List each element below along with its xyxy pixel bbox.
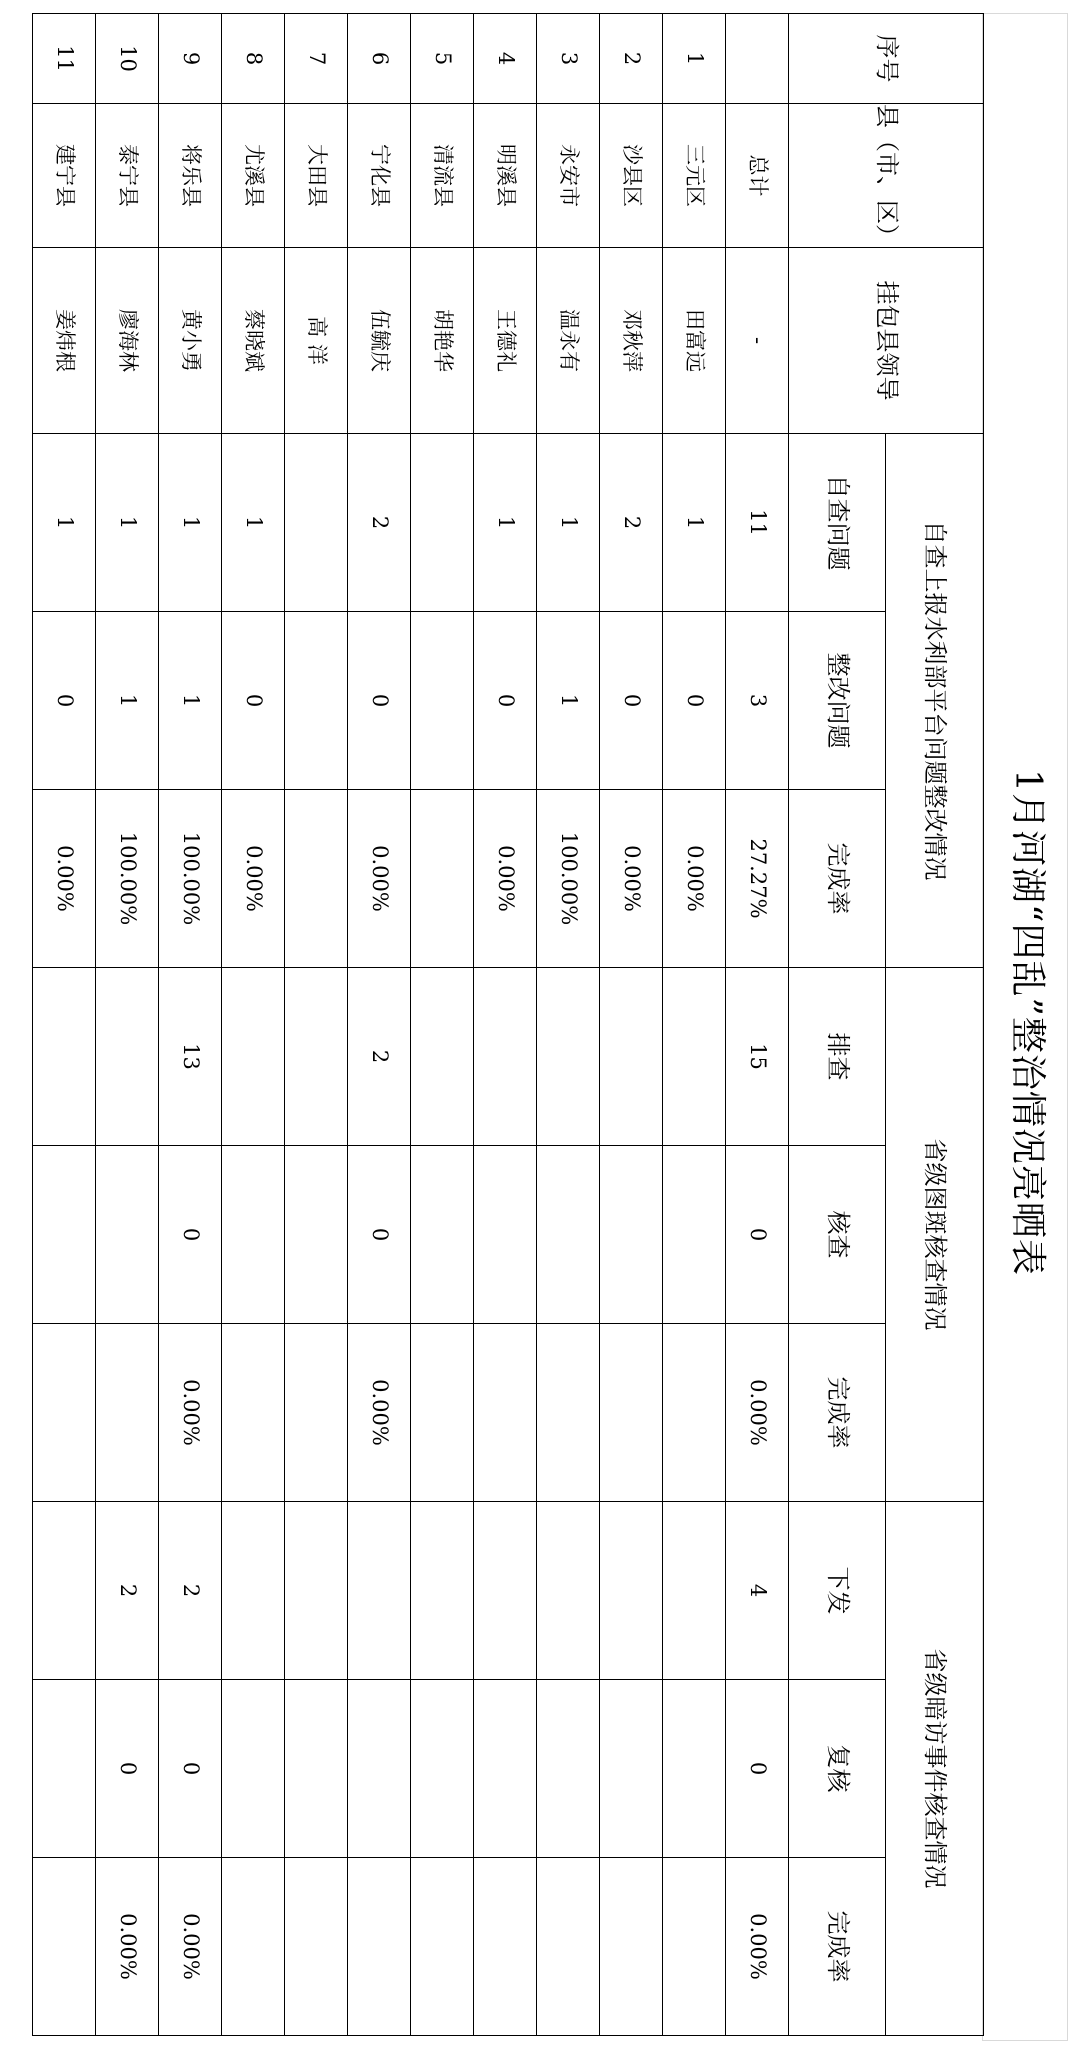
cell-value	[285, 434, 348, 612]
header-survey: 排查	[789, 968, 886, 1146]
cell-leader: 王德礼	[474, 248, 537, 434]
table-row	[537, 14, 600, 2036]
cell-value: 13	[159, 968, 222, 1146]
cell-county: 尤溪县	[222, 104, 285, 248]
cell-value: 100.00%	[96, 790, 159, 968]
cell-value	[285, 612, 348, 790]
cell-value	[33, 1324, 96, 1502]
cell-value: 15	[726, 968, 789, 1146]
cell-county: 明溪县	[474, 104, 537, 248]
cell-value	[33, 1502, 96, 1680]
cell-value: 4	[726, 1502, 789, 1680]
cell-value: 2	[96, 1502, 159, 1680]
cell-seq: 9	[159, 14, 222, 104]
cell-value	[663, 968, 726, 1146]
cell-value	[663, 1680, 726, 1858]
cell-value	[537, 1502, 600, 1680]
table-row	[411, 14, 474, 2036]
cell-value	[33, 1858, 96, 2036]
cell-leader: -	[726, 248, 789, 434]
table-row	[96, 14, 159, 2036]
cell-value	[411, 612, 474, 790]
cell-value: 0	[600, 612, 663, 790]
cell-value	[474, 1324, 537, 1502]
cell-value	[222, 1858, 285, 2036]
cell-county: 将乐县	[159, 104, 222, 248]
cell-value	[537, 1324, 600, 1502]
cell-value: 1	[537, 434, 600, 612]
cell-seq: 10	[96, 14, 159, 104]
cell-leader: 伍毓庆	[348, 248, 411, 434]
cell-value: 0	[159, 1146, 222, 1324]
header-group-spots: 省级图斑核查情况	[886, 968, 984, 1502]
cell-value	[600, 1502, 663, 1680]
cell-value	[285, 790, 348, 968]
cell-value	[411, 968, 474, 1146]
cell-seq: 2	[600, 14, 663, 104]
cell-value: 2	[159, 1502, 222, 1680]
cell-value	[285, 1324, 348, 1502]
table-body	[33, 14, 789, 2036]
cell-value	[600, 1858, 663, 2036]
header-seq: 序号	[789, 14, 984, 104]
cell-county: 宁化县	[348, 104, 411, 248]
cell-value	[96, 1324, 159, 1502]
header-county: 县（市、区）	[789, 104, 984, 248]
cell-seq: 6	[348, 14, 411, 104]
table-row	[348, 14, 411, 2036]
cell-value: 1	[159, 434, 222, 612]
header-verify: 核查	[789, 1146, 886, 1324]
cell-value: 11	[726, 434, 789, 612]
cell-value: 0	[726, 1680, 789, 1858]
cell-leader: 田富远	[663, 248, 726, 434]
cell-value	[411, 1324, 474, 1502]
cell-value: 2	[600, 434, 663, 612]
cell-value	[222, 1324, 285, 1502]
cell-value: 0.00%	[348, 1324, 411, 1502]
cell-value: 0.00%	[222, 790, 285, 968]
cell-value	[600, 1146, 663, 1324]
cell-value	[600, 1680, 663, 1858]
cell-value	[474, 1146, 537, 1324]
cell-value	[96, 1146, 159, 1324]
cell-county: 泰宁县	[96, 104, 159, 248]
cell-value: 0	[474, 612, 537, 790]
cell-leader: 黄小勇	[159, 248, 222, 434]
cell-value: 3	[726, 612, 789, 790]
cell-value: 0.00%	[348, 790, 411, 968]
cell-value: 2	[348, 968, 411, 1146]
header-rate: 完成率	[789, 1858, 886, 2036]
total-row	[726, 14, 789, 2036]
cell-value: 0.00%	[726, 1324, 789, 1502]
cell-value	[537, 1858, 600, 2036]
cell-value	[348, 1502, 411, 1680]
cell-value: 1	[474, 434, 537, 612]
cell-value: 1	[96, 434, 159, 612]
cell-leader: 廖海林	[96, 248, 159, 434]
cell-value: 0	[96, 1680, 159, 1858]
cell-value	[474, 1680, 537, 1858]
cell-value	[285, 1680, 348, 1858]
cell-value: 100.00%	[159, 790, 222, 968]
header-self-check: 自查问题	[789, 434, 886, 612]
cell-value: 0	[159, 1680, 222, 1858]
cell-county: 三元区	[663, 104, 726, 248]
cell-value	[411, 1502, 474, 1680]
cell-value: 100.00%	[537, 790, 600, 968]
cell-value	[663, 1858, 726, 2036]
cell-county: 沙县区	[600, 104, 663, 248]
cell-seq: 8	[222, 14, 285, 104]
table-row	[159, 14, 222, 2036]
cell-value: 0.00%	[600, 790, 663, 968]
cell-value	[474, 1858, 537, 2036]
cell-value	[411, 1146, 474, 1324]
cell-county: 建宁县	[33, 104, 96, 248]
cell-value: 2	[348, 434, 411, 612]
cell-value	[222, 1680, 285, 1858]
cell-value	[663, 1146, 726, 1324]
cell-value	[285, 1858, 348, 2036]
cell-seq: 3	[537, 14, 600, 104]
cell-seq: 11	[33, 14, 96, 104]
cell-value	[663, 1502, 726, 1680]
cell-value: 1	[96, 612, 159, 790]
cell-value	[600, 1324, 663, 1502]
header-row-groups	[886, 14, 984, 2036]
cell-seq: 4	[474, 14, 537, 104]
cell-leader: 高 洋	[285, 248, 348, 434]
header-leader: 挂包县领导	[789, 248, 984, 434]
cell-value	[285, 1146, 348, 1324]
cell-value	[222, 1146, 285, 1324]
cell-value	[474, 968, 537, 1146]
cell-value	[600, 968, 663, 1146]
cell-county: 清流县	[411, 104, 474, 248]
cell-value: 1	[537, 612, 600, 790]
cell-value	[537, 968, 600, 1146]
cell-leader: 蔡晓斌	[222, 248, 285, 434]
cell-value: 0.00%	[474, 790, 537, 968]
cell-value: 27.27%	[726, 790, 789, 968]
table-row	[285, 14, 348, 2036]
cell-value	[411, 790, 474, 968]
cell-value: 0.00%	[726, 1858, 789, 2036]
cell-value: 0	[222, 612, 285, 790]
header-recheck: 复核	[789, 1680, 886, 1858]
cell-value: 0.00%	[159, 1324, 222, 1502]
cell-value: 0	[348, 612, 411, 790]
cell-value	[411, 1858, 474, 2036]
report-table	[32, 13, 984, 2036]
cell-leader: 温永有	[537, 248, 600, 434]
cell-value	[222, 968, 285, 1146]
cell-value	[474, 1502, 537, 1680]
cell-value: 0	[663, 612, 726, 790]
header-rectified: 整改问题	[789, 612, 886, 790]
table-row	[600, 14, 663, 2036]
cell-leader: 胡艳华	[411, 248, 474, 434]
cell-county: 大田县	[285, 104, 348, 248]
cell-value: 1	[159, 612, 222, 790]
header-rate: 完成率	[789, 1324, 886, 1502]
header-issued: 下发	[789, 1502, 886, 1680]
cell-value	[537, 1146, 600, 1324]
cell-seq: 7	[285, 14, 348, 104]
cell-value	[348, 1858, 411, 2036]
cell-seq	[726, 14, 789, 104]
cell-value	[33, 968, 96, 1146]
page-title-text: 1月河湖“四乱”整治情况亮晒表	[1006, 768, 1048, 1276]
cell-value: 1	[222, 434, 285, 612]
cell-value: 0	[33, 612, 96, 790]
header-group-visits: 省级暗访事件核查情况	[886, 1502, 984, 2036]
cell-value	[411, 434, 474, 612]
cell-value: 0.00%	[96, 1858, 159, 2036]
cell-value: 0.00%	[159, 1858, 222, 2036]
cell-value	[33, 1146, 96, 1324]
cell-value: 0.00%	[663, 790, 726, 968]
cell-value	[537, 1680, 600, 1858]
cell-seq: 1	[663, 14, 726, 104]
cell-value	[33, 1680, 96, 1858]
cell-county: 总计	[726, 104, 789, 248]
cell-leader: 姜炜根	[33, 248, 96, 434]
cell-value	[663, 1324, 726, 1502]
cell-value	[222, 1502, 285, 1680]
cell-value	[285, 968, 348, 1146]
header-rate: 完成率	[789, 790, 886, 968]
cell-county: 永安市	[537, 104, 600, 248]
cell-value	[96, 968, 159, 1146]
table-row	[33, 14, 96, 2036]
table-row	[663, 14, 726, 2036]
header-group-platform: 自查上报水利部平台问题整改情况	[886, 434, 984, 968]
cell-seq: 5	[411, 14, 474, 104]
cell-value	[348, 1680, 411, 1858]
cell-value: 1	[33, 434, 96, 612]
cell-value: 1	[663, 434, 726, 612]
cell-value	[411, 1680, 474, 1858]
cell-value: 0.00%	[33, 790, 96, 968]
cell-value: 0	[348, 1146, 411, 1324]
cell-value	[285, 1502, 348, 1680]
cell-leader: 邓秋萍	[600, 248, 663, 434]
table-row	[474, 14, 537, 2036]
cell-value: 0	[726, 1146, 789, 1324]
table-row	[222, 14, 285, 2036]
